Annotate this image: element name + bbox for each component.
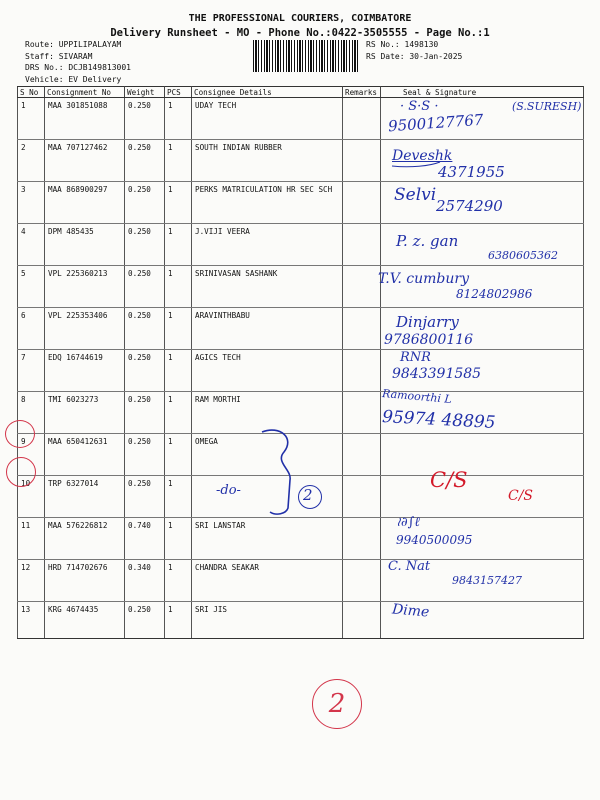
cell-remarks (343, 98, 381, 140)
cell-weight: 0.250 (125, 182, 165, 224)
cell-weight: 0.250 (125, 140, 165, 182)
hw-r7-sign: RNR (400, 350, 431, 365)
cell-pcs: 1 (165, 308, 192, 350)
cell-consignee: SRI JIS (192, 602, 343, 639)
rs-no-line: RS No.: 1498130 (366, 40, 439, 49)
col-header-signature: Seal & Signature (381, 87, 584, 98)
cell-consignee: OMEGA (192, 434, 343, 476)
drs-line: DRS No.: DCJB149813001 (25, 63, 131, 72)
cell-sno: 13 (18, 602, 45, 639)
cell-weight: 0.250 (125, 308, 165, 350)
hw-r4-sign: P. z. gan (396, 232, 459, 250)
page-mark-circle (312, 679, 362, 729)
cell-sno: 8 (18, 392, 45, 434)
cell-sno: 9 (18, 434, 45, 476)
cell-pcs: 1 (165, 560, 192, 602)
table-row (18, 98, 584, 140)
table-row (18, 308, 584, 350)
cell-weight: 0.250 (125, 602, 165, 639)
cell-sno: 4 (18, 224, 45, 266)
cell-pcs: 1 (165, 602, 192, 639)
staff-line: Staff: SIVARAM (25, 51, 93, 61)
cell-pcs: 1 (165, 392, 192, 434)
cell-sno: 11 (18, 518, 45, 560)
cell-signature (381, 434, 584, 476)
company-title: THE PROFESSIONAL COURIERS, COIMBATORE (188, 13, 412, 24)
cell-remarks (343, 308, 381, 350)
cell-pcs: 1 (165, 518, 192, 560)
hw-r6-phone: 9786800116 (384, 332, 474, 348)
cell-pcs: 1 (165, 476, 192, 518)
hw-count-mark: 2 (303, 486, 313, 504)
hw-r11-sign: ≀∂∫ℓ (396, 515, 420, 530)
hw-r8-name: Ramoorthi L (381, 386, 453, 407)
page-mark-number: 2 (328, 689, 346, 719)
hw-r12-sign: C. Nat (388, 559, 431, 574)
cell-sno: 7 (18, 350, 45, 392)
cell-consignment: VPL 225353406 (45, 308, 125, 350)
rs-date-line: RS Date: 30-Jan-2025 (366, 51, 463, 61)
cell-remarks (343, 560, 381, 602)
cell-weight: 0.250 (125, 224, 165, 266)
cell-weight: 0.250 (125, 434, 165, 476)
runsheet-subtitle: Delivery Runsheet - MO - Phone No.:0422-3505555 - Page No.:1 (110, 27, 490, 39)
col-header-pcs: PCS (165, 87, 192, 98)
table-header-row (18, 87, 584, 98)
cell-consignee: SRI LANSTAR (192, 518, 343, 560)
cell-pcs: 1 (165, 224, 192, 266)
hw-r1-name: (S.SURESH) (512, 100, 582, 113)
hw-r12-phone: 9843157427 (452, 574, 522, 587)
cell-consignment: MAA 650412631 (45, 434, 125, 476)
hw-r13-sign: Dime (391, 601, 430, 621)
col-header-remarks: Remarks (343, 87, 381, 98)
cell-consignment: HRD 714702676 (45, 560, 125, 602)
table-row (18, 434, 584, 476)
meta-right (366, 39, 462, 62)
cell-pcs: 1 (165, 266, 192, 308)
col-header-sno: S No (18, 87, 45, 98)
cell-consignee: J.VIJI VEERA (192, 224, 343, 266)
cell-consignee: SRINIVASAN SASHANK (192, 266, 343, 308)
cell-pcs: 1 (165, 350, 192, 392)
cell-pcs: 1 (165, 140, 192, 182)
cell-remarks (343, 140, 381, 182)
hw-r1-initials: · S·S · (400, 99, 439, 114)
cell-pcs: 1 (165, 98, 192, 140)
cell-sno: 6 (18, 308, 45, 350)
col-header-weight: Weight (125, 87, 165, 98)
cell-weight: 0.740 (125, 518, 165, 560)
hw-r3-num: 2574290 (436, 197, 503, 215)
hw-cs-red-2: C/S (508, 488, 534, 504)
cell-consignee: CHANDRA SEAKAR (192, 560, 343, 602)
hw-r2-sign: Deveshk (392, 148, 453, 164)
cell-weight: 0.250 (125, 392, 165, 434)
cell-consignment: TMI 6023273 (45, 392, 125, 434)
cell-consignment: MAA 707127462 (45, 140, 125, 182)
hw-r11-phone: 9940500095 (396, 533, 473, 547)
cell-consignee: AGICS TECH (192, 350, 343, 392)
cell-consignment: DPM 485435 (45, 224, 125, 266)
cell-consignment: EDQ 16744619 (45, 350, 125, 392)
cell-remarks (343, 392, 381, 434)
table-row (18, 518, 584, 560)
route-line: Route: UPPILIPALAYAM (25, 40, 122, 49)
hw-r5-name: T.V. cumbury (378, 271, 470, 287)
hw-r2-num: 4371955 (438, 163, 505, 181)
cell-sno: 2 (18, 140, 45, 182)
cell-remarks (343, 266, 381, 308)
hw-r3-sign: Selvi (394, 185, 437, 205)
hw-r6-sign: Dinjarry (396, 313, 459, 331)
col-header-consignment: Consignment No (45, 87, 125, 98)
hw-cs-red: C/S (430, 468, 468, 492)
cell-consignment: VPL 225360213 (45, 266, 125, 308)
hw-r1-phone: 9500127767 (387, 110, 484, 136)
barcode (253, 40, 358, 72)
cell-consignee: SOUTH INDIAN RUBBER (192, 140, 343, 182)
cell-remarks (343, 350, 381, 392)
cell-sno: 5 (18, 266, 45, 308)
cell-consignment: MAA 868900297 (45, 182, 125, 224)
cell-remarks (343, 224, 381, 266)
cell-weight: 0.250 (125, 98, 165, 140)
cell-consignee: RAM MORTHI (192, 392, 343, 434)
cell-weight: 0.340 (125, 560, 165, 602)
cell-consignment: TRP 6327014 (45, 476, 125, 518)
col-header-consignee: Consignee Details (192, 87, 343, 98)
hw-r4-phone: 6380605362 (488, 249, 558, 262)
meta-left (25, 39, 131, 85)
cell-consignee: UDAY TECH (192, 98, 343, 140)
cell-signature (381, 476, 584, 518)
cell-remarks (343, 434, 381, 476)
hw-r7-phone: 9843391585 (392, 366, 482, 382)
cell-consignee: PERKS MATRICULATION HR SEC SCH (192, 182, 343, 224)
cell-sno: 10 (18, 476, 45, 518)
sno-10-circle (6, 457, 36, 487)
cell-consignee: ARAVINTHBABU (192, 308, 343, 350)
hw-r8-phone: 95974 48895 (381, 407, 497, 433)
cell-consignment: MAA 301851088 (45, 98, 125, 140)
table-row (18, 602, 584, 639)
table-row (18, 350, 584, 392)
cell-remarks (343, 602, 381, 639)
hw-ditto: -do- (216, 483, 241, 498)
hw-r5-phone: 8124802986 (456, 287, 533, 301)
sno-9-circle (5, 420, 35, 448)
cell-remarks (343, 182, 381, 224)
cell-consignment: MAA 576226812 (45, 518, 125, 560)
cell-remarks (343, 518, 381, 560)
cell-pcs: 1 (165, 434, 192, 476)
cell-weight: 0.250 (125, 476, 165, 518)
cell-weight: 0.250 (125, 350, 165, 392)
cell-sno: 3 (18, 182, 45, 224)
vehicle-line: Vehicle: EV Delivery (25, 74, 122, 84)
cell-weight: 0.250 (125, 266, 165, 308)
cell-consignment: KRG 4674435 (45, 602, 125, 639)
cell-remarks (343, 476, 381, 518)
cell-sno: 1 (18, 98, 45, 140)
cell-pcs: 1 (165, 182, 192, 224)
table-row (18, 392, 584, 434)
cell-sno: 12 (18, 560, 45, 602)
